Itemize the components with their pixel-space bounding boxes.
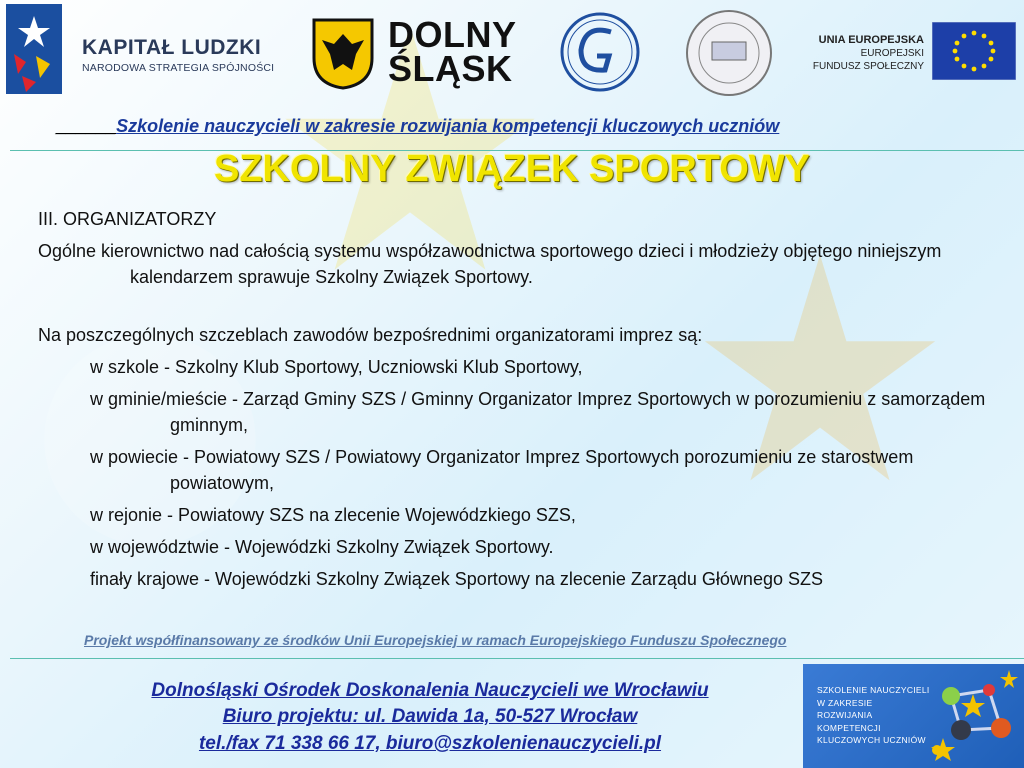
- list-item: w szkole - Szkolny Klub Sportowy, Uczniowski Klub Sportowy,: [90, 357, 583, 377]
- paragraph-general: Ogólne kierownictwo nad całością systemu współzawodnictwa sportowego dzieci i młodzieży objętego niniejszym kalendarzem sprawuje Szkolny Związek Sportowy.: [38, 241, 942, 287]
- ue-line2: EUROPEJSKI: [860, 48, 924, 59]
- badge-line: SZKOLENIE NAUCZYCIELI: [817, 685, 930, 695]
- ga-emblem-icon: [555, 10, 645, 94]
- slide-title: SZKOLNY ZWIĄZEK SPORTOWY: [213, 148, 811, 190]
- molecule-stars-icon: [921, 668, 1021, 764]
- divider-bottom: [10, 658, 1024, 659]
- section-heading: III. ORGANIZATORZY: [38, 209, 217, 229]
- dolny-slask-coat-of-arms-icon: [312, 18, 374, 90]
- paragraph-levels: Na poszczególnych szczeblach zawodów bezpośrednimi organizatorami imprez są:: [38, 325, 703, 345]
- dodn-seal-icon: [684, 8, 774, 98]
- badge-line: KOMPETENCJI: [817, 722, 881, 733]
- contact-line3: tel./fax 71 338 66 17, biuro@szkolenienauczycieli.pl: [198, 733, 662, 754]
- kapital-ludzki-logo-icon: [6, 4, 62, 94]
- kapital-ludzki-subtitle: NARODOWA STRATEGIA SPÓJNOŚCI: [82, 62, 275, 74]
- ue-text-block: [800, 34, 924, 73]
- slide-subtitle: [56, 116, 779, 137]
- eu-flag-icon: [932, 22, 1016, 80]
- list-item: finały krajowe - Wojewódzki Szkolny Związek Sportowy na zlecenie Zarządu Głównego SZS: [90, 569, 823, 589]
- badge-text: [817, 684, 930, 747]
- project-badge: [803, 664, 1024, 768]
- list-item: w powiecie - Powiatowy SZS / Powiatowy Organizator Imprez Sportowych porozumieniu ze starostwem powiatowym,: [90, 447, 914, 493]
- badge-line: ROZWIJANIA: [817, 710, 873, 720]
- ue-line1: UNIA EUROPEJSKA: [818, 34, 924, 46]
- spacer: [38, 290, 998, 322]
- list-item: w rejonie - Powiatowy SZS na zlecenie Wojewódzkiego SZS,: [90, 505, 576, 525]
- dolny-slask-line1: DOLNY: [388, 14, 517, 55]
- dolny-slask-line2: ŚLĄSK: [388, 48, 513, 89]
- badge-line: KLUCZOWYCH UCZNIÓW: [817, 735, 926, 745]
- dolny-slask-wordmark: [388, 14, 517, 89]
- list-item: w województwie - Wojewódzki Szkolny Związek Sportowy.: [90, 537, 554, 557]
- project-funding-note: Projekt współfinansowany ze środków Unii Europejskiej w ramach Europejskiego Funduszu Społecznego: [84, 632, 787, 648]
- kapital-ludzki-title: KAPITAŁ LUDZKI: [82, 36, 262, 59]
- ue-line3: FUNDUSZ SPOŁECZNY: [812, 61, 924, 72]
- slide-body: [38, 206, 998, 592]
- contact-line2: Biuro projektu: ul. Dawida 1a, 50-527 Wrocław: [222, 706, 638, 727]
- badge-line: W ZAKRESIE: [817, 697, 873, 708]
- list-item: w gminie/mieście - Zarząd Gminy SZS / Gminny Organizator Imprez Sportowych w porozumieniu z samorządem gminnym,: [90, 389, 986, 435]
- logo-bar: [0, 0, 1024, 100]
- subtitle-text: Szkolenie nauczycieli w zakresie rozwijania kompetencji kluczowych uczniów: [116, 116, 780, 136]
- contact-line1: Dolnośląski Ośrodek Doskonalenia Nauczycieli we Wrocławiu: [151, 680, 709, 701]
- subtitle-blank: ______: [56, 116, 117, 136]
